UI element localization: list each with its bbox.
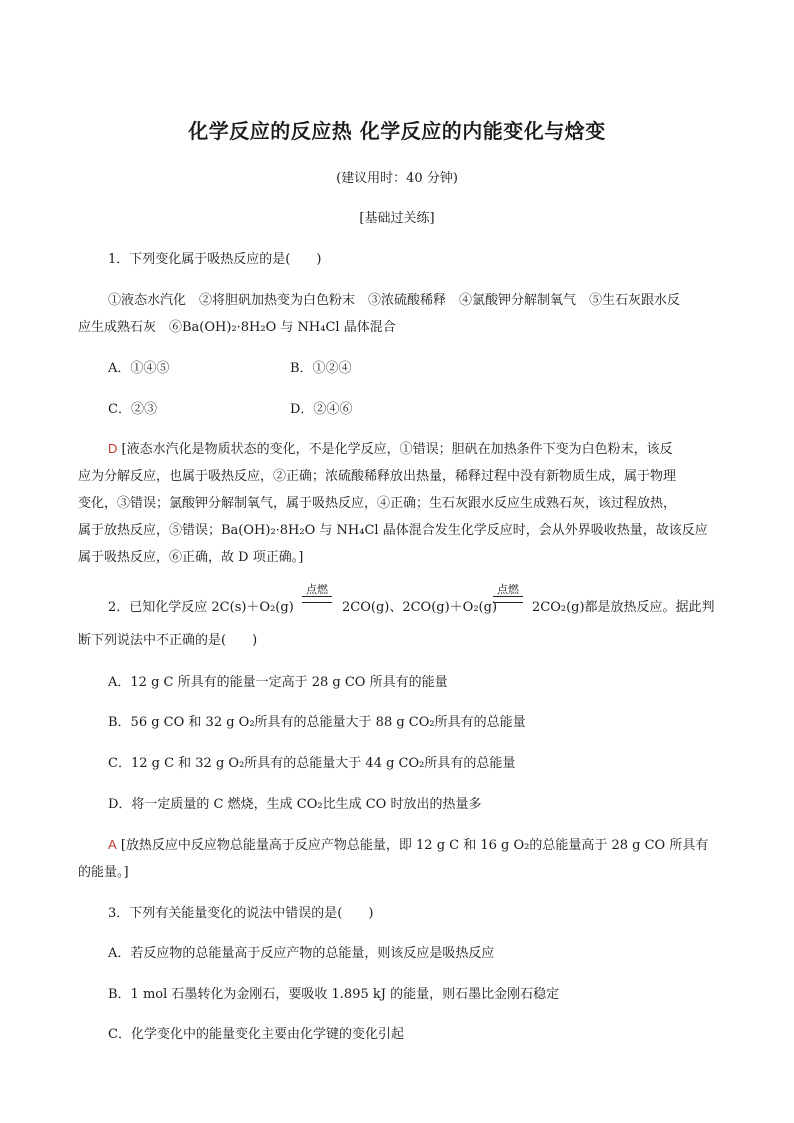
q1-items-line2: 应生成熟石灰 ⑥Ba(OH)₂·8H₂O 与 NH₄Cl 晶体混合 [78, 320, 396, 335]
q2-option-d: D．将一定质量的 C 燃烧，生成 CO₂比生成 CO 时放出的热量多 [108, 797, 482, 812]
q1-items-line1: ①液态水汽化 ②将胆矾加热变为白色粉末 ③浓硫酸稀释 ④氯酸钾分解制氧气 ⑤生石灰跟水反 [108, 293, 681, 308]
q1-option-d: D．②④⑥ [290, 402, 353, 417]
q2-option-a: A．12 g C 所具有的能量一定高于 28 g CO 所具有的能量 [108, 675, 448, 690]
q1-answer-letter: D [108, 441, 118, 456]
q2-explanation-line1 [108, 834, 718, 853]
q2-condition-2: 点燃 [497, 583, 519, 596]
q1-explanation-line3: 变化，③错误；氯酸钾分解制氧气，属于吸热反应，④正确；生石灰跟水反应生成熟石灰，该过程放热， [78, 496, 677, 511]
q2-exp-text1: [放热反应中反应物总能量高于反应产物总能量，即 12 g C 和 16 g O₂的总能量高于 28 g CO 所具有 [120, 838, 709, 853]
section-heading: [基础过关练] [359, 211, 435, 226]
q1-option-c: C．②③ [108, 402, 157, 417]
q2-stem-line2: 断下列说法中不正确的是( ) [78, 633, 258, 648]
q2-ignite-arrow-2 [493, 584, 523, 603]
q2-equals-sign-1 [302, 596, 332, 603]
q2-equals-sign-2 [493, 596, 523, 603]
q1-explanation-line1 [108, 438, 718, 457]
q2-stem-part-b: 2CO(g)、2CO(g)＋O₂(g) [342, 600, 498, 615]
page-title: 化学反应的反应热 化学反应的内能变化与焓变 [188, 119, 606, 143]
q2-stem-part-a: 2．已知化学反应 2C(s)＋O₂(g) [108, 600, 294, 615]
q3-option-b: B．1 mol 石墨转化为金刚石，要吸收 1.895 kJ 的能量，则石墨比金刚石稳定 [108, 987, 560, 1002]
q1-option-a: A．①④⑤ [108, 361, 170, 376]
q1-option-b: B．①②④ [290, 361, 352, 376]
q3-option-c: C．化学变化中的能量变化主要由化学键的变化引起 [108, 1027, 404, 1042]
q2-condition-1: 点燃 [306, 583, 328, 596]
q1-explanation-line2: 应为分解反应，也属于吸热反应，②正确；浓硫酸稀释放出热量，稀释过程中没有新物质生成，属于物理 [78, 469, 677, 484]
q1-explanation-line4: 属于放热反应，⑤错误；Ba(OH)₂·8H₂O 与 NH₄Cl 晶体混合发生化学反应时，会从外界吸收热量，故该反应 [78, 523, 708, 538]
q2-option-c: C．12 g C 和 32 g O₂所具有的总能量大于 44 g CO₂所具有的总能量 [108, 756, 516, 771]
q2-explanation-line2: 的能量。] [78, 865, 129, 880]
q3-stem: 3．下列有关能量变化的说法中错误的是( ) [108, 906, 374, 921]
q1-stem: 1．下列变化属于吸热反应的是( ) [108, 252, 322, 267]
time-note: (建议用时：40 分钟) [336, 171, 458, 186]
q1-exp-text1: [液态水汽化是物质状态的变化，不是化学反应，①错误；胆矾在加热条件下变为白色粉末，该反 [121, 442, 673, 457]
q3-option-a: A．若反应物的总能量高于反应产物的总能量，则该反应是吸热反应 [108, 946, 495, 961]
q1-explanation-line5: 属于吸热反应，⑥正确，故 D 项正确。] [78, 550, 304, 565]
q2-stem-part-c: 2CO₂(g)都是放热反应。据此判 [532, 600, 715, 615]
q2-answer-letter: A [108, 837, 117, 852]
q2-option-b: B．56 g CO 和 32 g O₂所具有的总能量大于 88 g CO₂所具有的总能量 [108, 715, 526, 730]
q2-ignite-arrow-1 [302, 584, 332, 603]
